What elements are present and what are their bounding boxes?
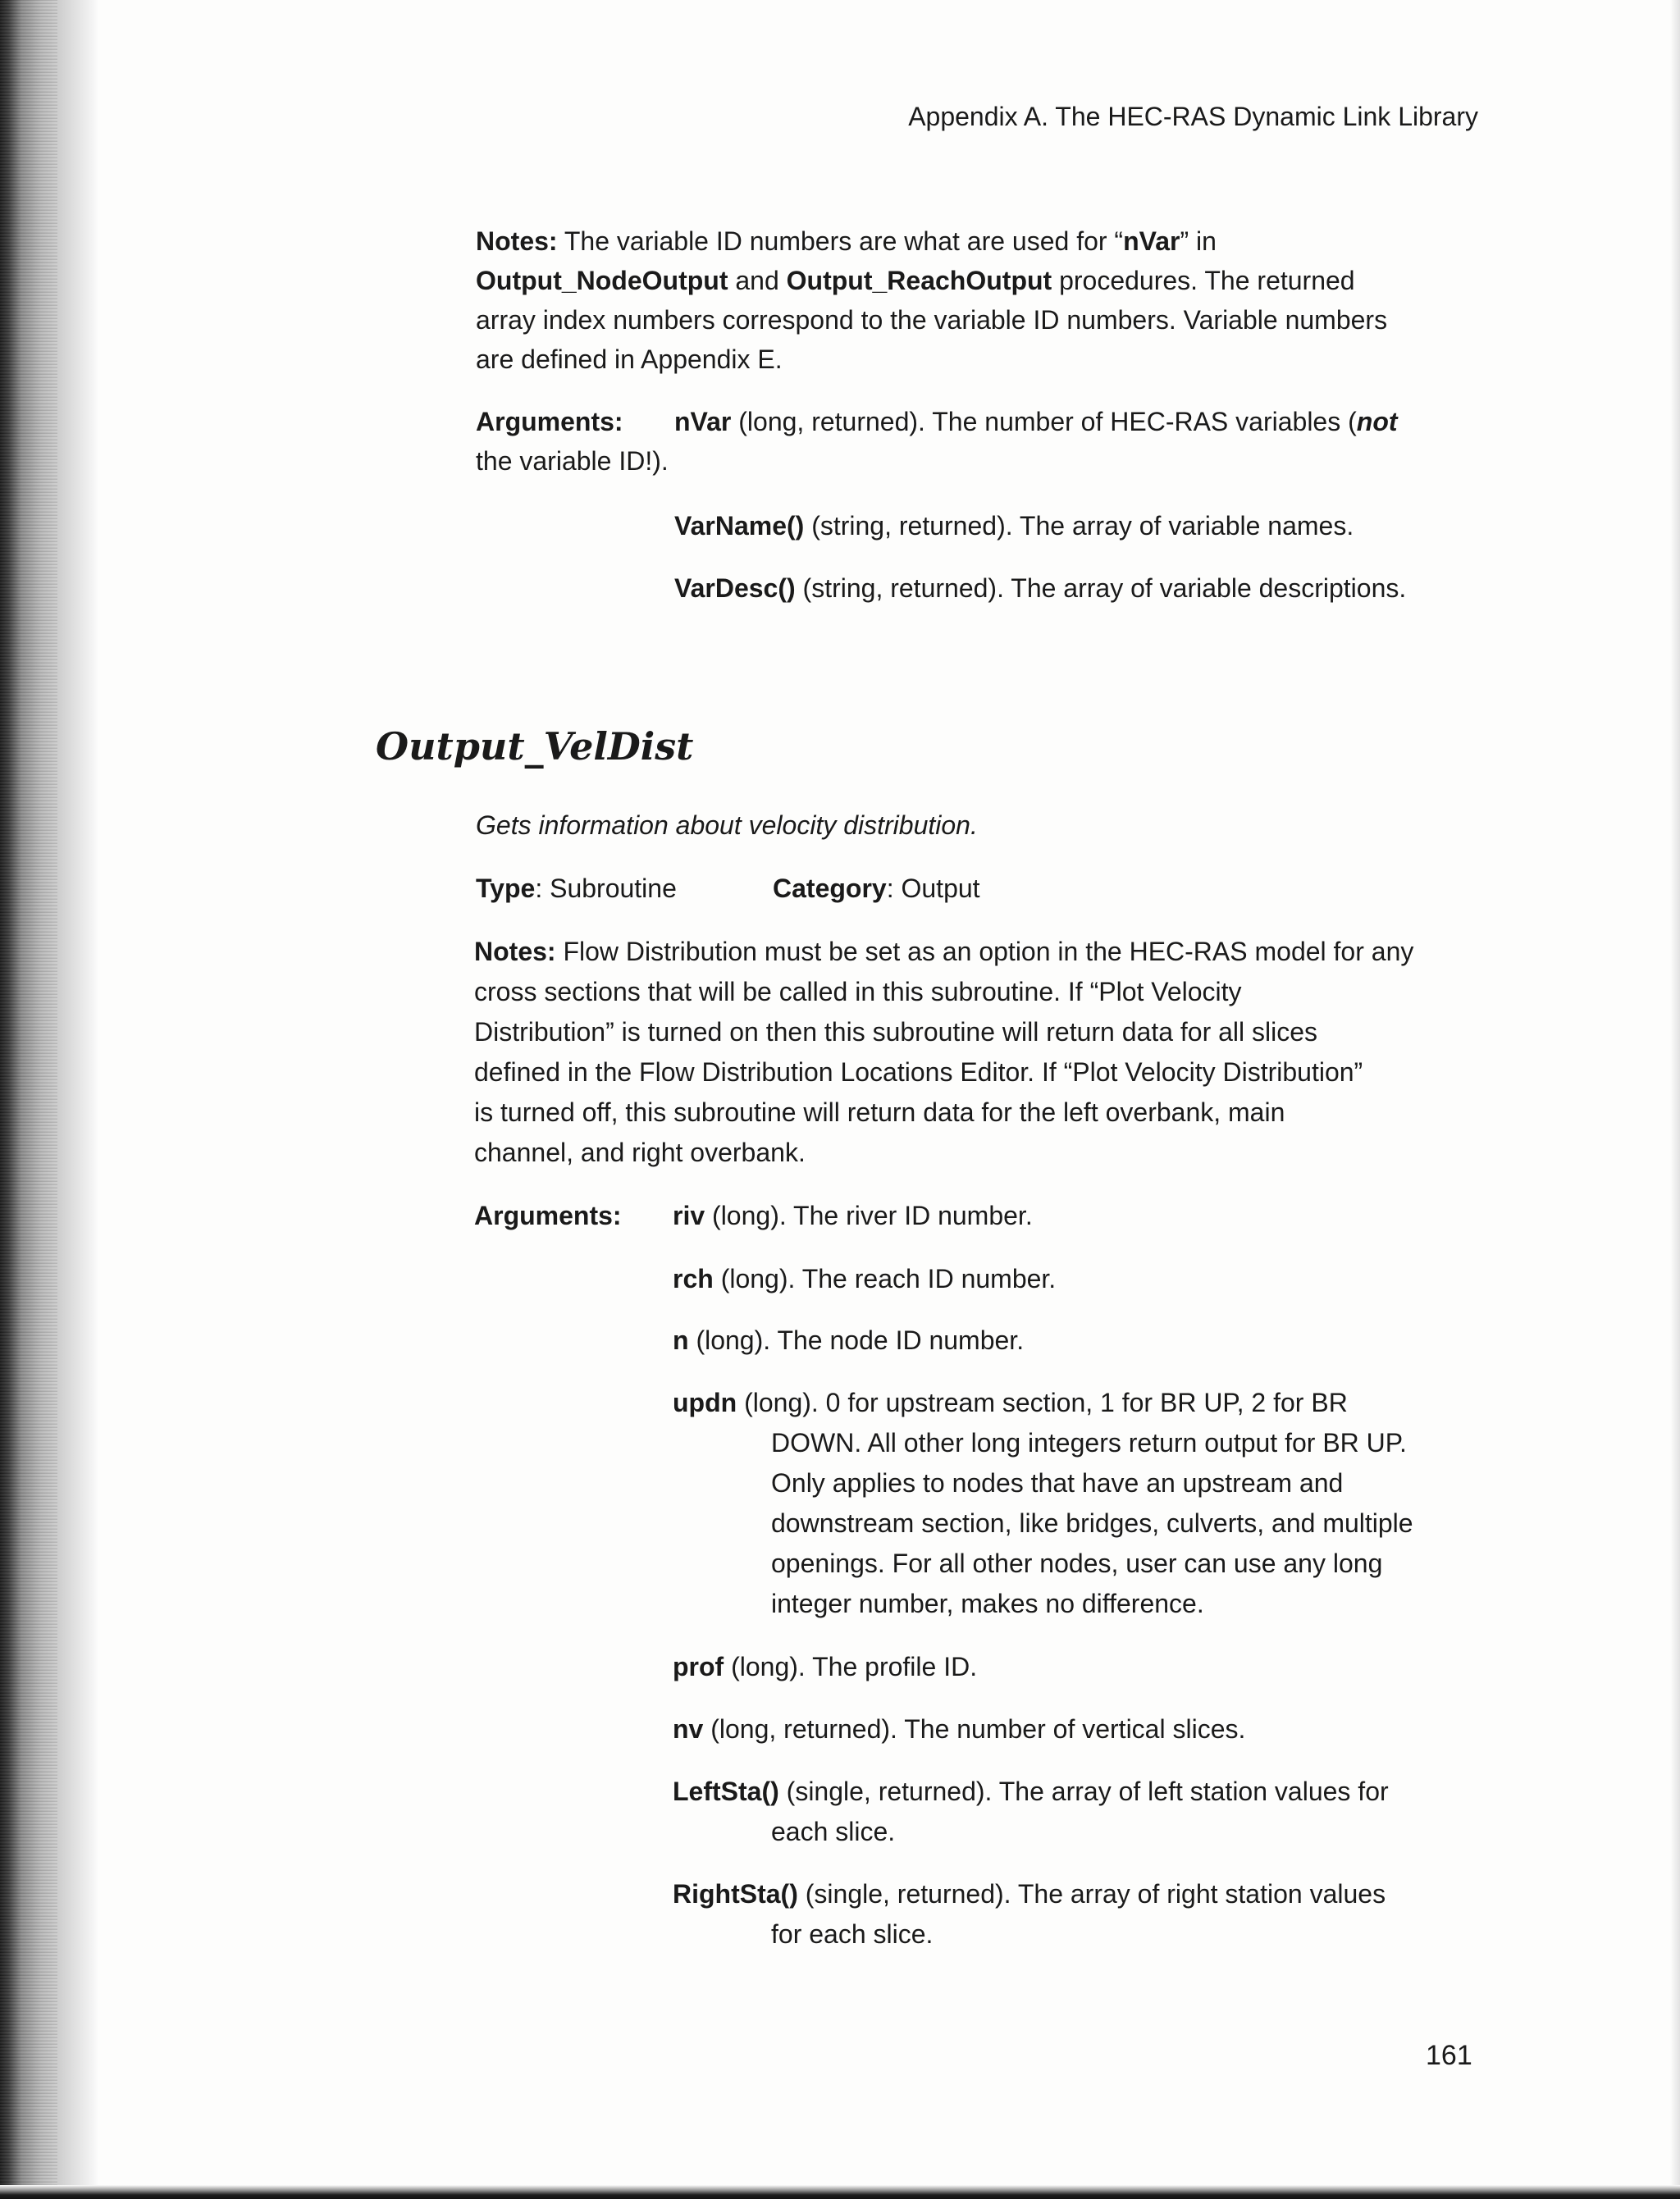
arg-leftsta: LeftSta() (single, returned). The array of left station values for bbox=[673, 1777, 1389, 1806]
arguments-line-1 bbox=[476, 402, 623, 441]
arg-riv: riv (long). The river ID number. bbox=[673, 1201, 1033, 1230]
arg-updn: updn (long). 0 for upstream section, 1 for BR UP, 2 for BR bbox=[673, 1388, 1348, 1417]
arguments-label: Arguments: bbox=[476, 407, 623, 436]
section-notes-line-6: channel, and right overbank. bbox=[474, 1138, 806, 1167]
arg-updn-line-3: Only applies to nodes that have an upstream and bbox=[771, 1468, 1344, 1498]
arg-rightsta: RightSta() (single, returned). The array of right station values bbox=[673, 1879, 1386, 1909]
running-header: Appendix A. The HEC-RAS Dynamic Link Library bbox=[908, 102, 1478, 131]
page-number: 161 bbox=[1426, 2040, 1472, 2071]
arg-n: n (long). The node ID number. bbox=[673, 1325, 1025, 1355]
category-line: Category: Output bbox=[773, 874, 980, 903]
arg-updn-line-4: downstream section, like bridges, culverts, and multiple bbox=[771, 1508, 1413, 1538]
arg-updn-line-2: DOWN. All other long integers return output for BR UP. bbox=[771, 1428, 1407, 1458]
section-title: Output_VelDist bbox=[376, 724, 694, 769]
section-notes-line-5: is turned off, this subroutine will return data for the left overbank, main bbox=[474, 1097, 1285, 1127]
page-bottom-edge bbox=[0, 2185, 1680, 2199]
notes-line-2: Output_NodeOutput and Output_ReachOutput procedures. The returned bbox=[476, 266, 1355, 295]
section-notes-line-1: Notes: Flow Distribution must be set as an option in the HEC-RAS model for any bbox=[474, 937, 1414, 966]
section-notes-line-2: cross sections that will be called in this subroutine. If “Plot Velocity bbox=[474, 977, 1242, 1006]
arg-updn-line-6: integer number, makes no difference. bbox=[771, 1589, 1204, 1618]
arg-nv: nv (long, returned). The number of vertical slices. bbox=[673, 1714, 1246, 1744]
section-notes-label: Notes: bbox=[474, 937, 556, 966]
arg-leftsta-line-2: each slice. bbox=[771, 1817, 896, 1846]
arg-rch: rch (long). The reach ID number. bbox=[673, 1264, 1057, 1293]
arg-prof: prof (long). The profile ID. bbox=[673, 1652, 978, 1681]
notes-label: Notes: bbox=[476, 226, 558, 256]
section-summary: Gets information about velocity distribution. bbox=[476, 810, 978, 840]
page-right-edge bbox=[1670, 0, 1680, 2199]
arg-rightsta-line-2: for each slice. bbox=[771, 1919, 934, 1949]
section-arguments-label: Arguments: bbox=[474, 1201, 622, 1230]
arg-updn-line-5: openings. For all other nodes, user can use any long bbox=[771, 1549, 1383, 1578]
arg-nvar-continued: the variable ID!). bbox=[476, 446, 669, 476]
notes-line-3: array index numbers correspond to the variable ID numbers. Variable numbers bbox=[476, 305, 1388, 335]
binding-texture bbox=[0, 0, 57, 2199]
section-notes-line-3: Distribution” is turned on then this subroutine will return data for all slices bbox=[474, 1017, 1318, 1047]
notes-line-1: Notes: The variable ID numbers are what are used for “nVar” in bbox=[476, 226, 1217, 256]
section-notes-line-4: defined in the Flow Distribution Locations Editor. If “Plot Velocity Distribution” bbox=[474, 1057, 1363, 1087]
type-line: Type: Subroutine bbox=[476, 874, 677, 903]
notes-line-4: are defined in Appendix E. bbox=[476, 344, 783, 374]
arg-nvar: nVar (long, returned). The number of HEC-RAS variables (not bbox=[674, 407, 1398, 436]
arg-vardesc: VarDesc() (string, returned). The array of variable descriptions. bbox=[674, 573, 1407, 603]
arg-varname: VarName() (string, returned). The array of variable names. bbox=[674, 511, 1354, 541]
